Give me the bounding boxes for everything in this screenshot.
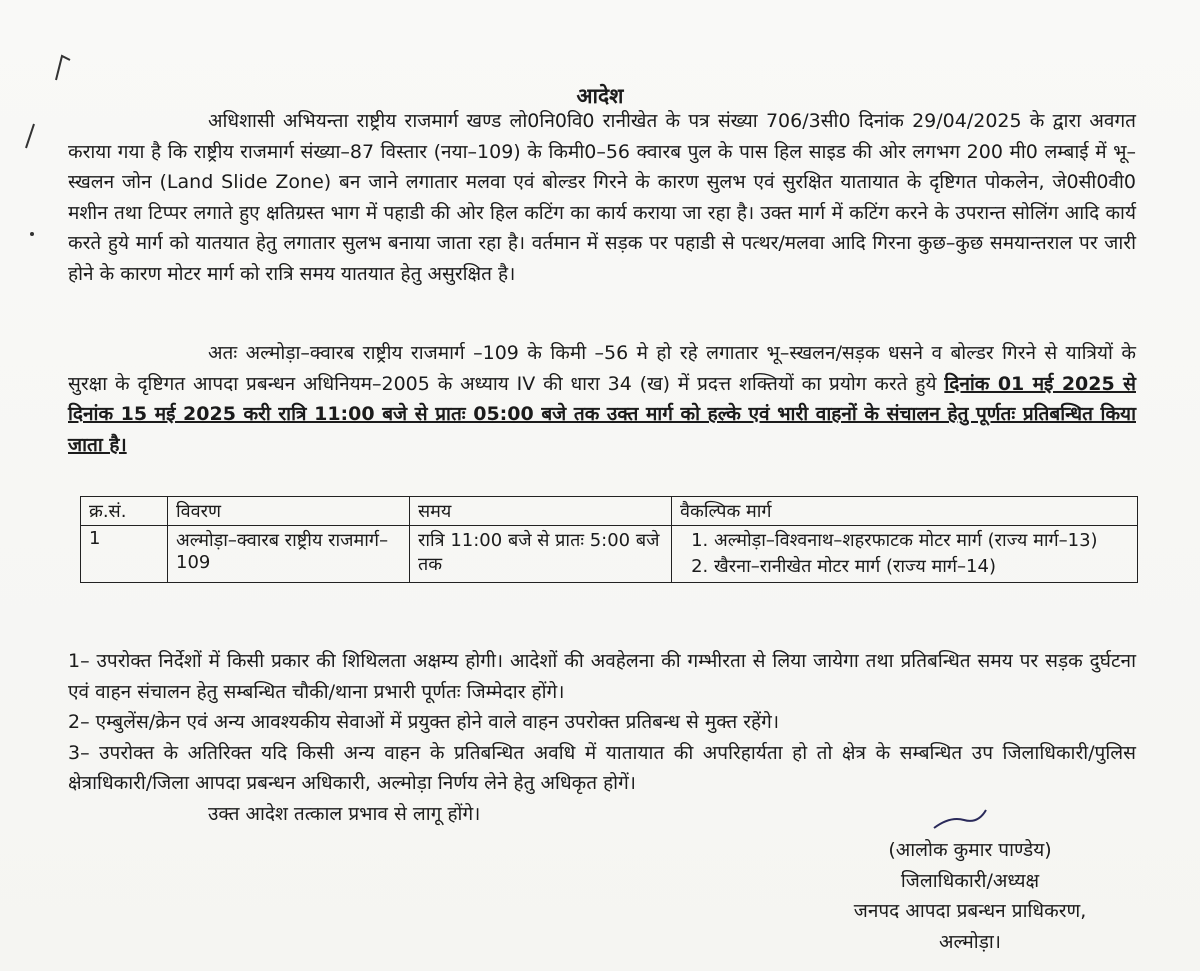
paragraph-background-text: अधिशासी अभियन्ता राष्ट्रीय राजमार्ग खण्ड लो0नि0वि0 रानीखेत के पत्र संख्या 706/3सी0 दिनांक 29/04/2025 के द्वारा अवगत कराया गया है कि राष्ट्रीय राजमार्ग संख्या–87 विस्तार (नया–109) के किमी0–56 क्वारब पुल के पास हिल साइड की ओर लगभग 200 मी0 लम्बाई में भू–स्खलन जोन (Land Slide Zone) बन जाने लगातार मलवा एवं बोल्डर गिरने के कारण सुलभ एवं सुरक्षित यातायात के दृष्टिगत पोकलेन, जे0सी0वी0 मशीन तथा टिप्पर लगाते हुए क्षतिग्रस्त भाग में पहाडी की ओर हिल कटिंग का कार्य कराया जा रहा है। उक्त मार्ग में कटिंग करने के उपरान्त सोलिंग आदि कार्य करते हुये मार्ग को यातयात हेतु लगातार सुलभ बनाया जाता रहा है। वर्तमान में सड़क पर पहाडी से पत्थर/मलवा आदि गिरना कुछ–कुछ समयान्तराल पर जारी होने के कारण मोटर मार्ग को रात्रि समय यातयात हेतु असुरक्षित है। <box>68 110 1136 285</box>
signatory-designation: जिलाधिकारी/अध्यक्ष <box>900 869 1040 892</box>
signatory-name: (आलोक कुमार पाण्डेय) <box>888 839 1052 861</box>
table-row <box>81 526 1138 583</box>
header-sn: क्र.सं. <box>81 497 168 526</box>
cell-alternate-routes <box>672 526 1138 583</box>
instruction-item: 1– उपरोक्त निर्देशों में किसी प्रकार की शिथिलता अक्षम्य होगी। आदेशों की अवहेलना की गम्भीरता से लिया जायेगा तथा प्रतिबन्धित समय पर सड़क दुर्घटना एवं वाहन संचालन हेतु सम्बन्धित चौकी/थाना प्रभारी पूर्णतः जिम्मेदार होंगे। <box>68 650 1136 703</box>
cell-sn: 1 <box>81 526 168 583</box>
instruction-item: 3– उपरोक्त के अतिरिक्त यदि किसी अन्य वाहन के प्रतिबन्धित अवधि में यातायात की अपरिहार्यता हो तो क्षेत्र के सम्बन्धित उप जिलाधिकारी/पुलिस क्षेत्राधिकारी/जिला आपदा प्रबन्धन अधिकारी, अल्मोड़ा निर्णय लेने हेतु अधिकृत होगें। <box>68 741 1136 794</box>
paragraph-background <box>68 106 1136 289</box>
restriction-table <box>80 496 1138 583</box>
margin-mark <box>20 122 40 152</box>
alternate-route-item: 2. खैरना–रानीखेत मोटर मार्ग (राज्य मार्ग–14) <box>714 554 1129 578</box>
header-alternate-route: वैकल्पिक मार्ग <box>672 497 1138 526</box>
alternate-route-list <box>680 528 1129 578</box>
paragraph-order <box>68 338 1136 460</box>
signature-block <box>800 835 1140 957</box>
cell-time: रात्रि 11:00 बजे से प्रातः 5:00 बजे तक <box>410 526 672 583</box>
signature-mark <box>930 806 990 836</box>
margin-dot <box>30 232 34 236</box>
document-title: आदेश <box>576 84 624 108</box>
order-directive: दिनांक 01 मई 2025 से दिनांक 15 मई 2025 करी रात्रि 11:00 बजे से प्रातः 05:00 बजे तक उक्त मार्ग को हल्के एवं भारी वाहनों के संचालन हेतु पूर्णतः प्रतिबन्धित किया जाता है। <box>68 372 1136 456</box>
header-time: समय <box>410 497 672 526</box>
alternate-route-item: 1. अल्मोड़ा–विश्वनाथ–शहरफाटक मोटर मार्ग (राज्य मार्ग–13) <box>714 528 1129 552</box>
instructions <box>68 646 1136 829</box>
margin-mark <box>52 50 74 82</box>
header-description: विवरण <box>168 497 410 526</box>
instruction-item: 2– एम्बुलेंस/क्रेन एवं अन्य आवश्यकीय सेवाओं में प्रयुक्त होने वाले वाहन उपरोक्त प्रतिबन्ध से मुक्त रहेंगे। <box>68 711 780 733</box>
paragraph-order-text: अतः अल्मोड़ा–क्वारब राष्ट्रीय राजमार्ग –109 के किमी –56 मे हो रहे लगातार भू–स्खलन/सड़क धसने व बोल्डर गिरने से यात्रियों के सुरक्षा के दृष्टिगत आपदा प्रबन्धन अधिनियम–2005 के अध्याय IV की धारा 34 (ख) में प्रदत्त शक्तियों का प्रयोग करते हुये <box>68 342 1136 395</box>
closing-text: उक्त आदेश तत्काल प्रभाव से लागू होंगे। <box>208 802 481 825</box>
table-header-row <box>81 497 1138 526</box>
signatory-authority: जनपद आपदा प्रबन्धन प्राधिकरण, <box>853 900 1087 922</box>
cell-description: अल्मोड़ा–क्वारब राष्ट्रीय राजमार्ग–109 <box>168 526 410 583</box>
signatory-place: अल्मोड़ा। <box>938 930 1002 953</box>
